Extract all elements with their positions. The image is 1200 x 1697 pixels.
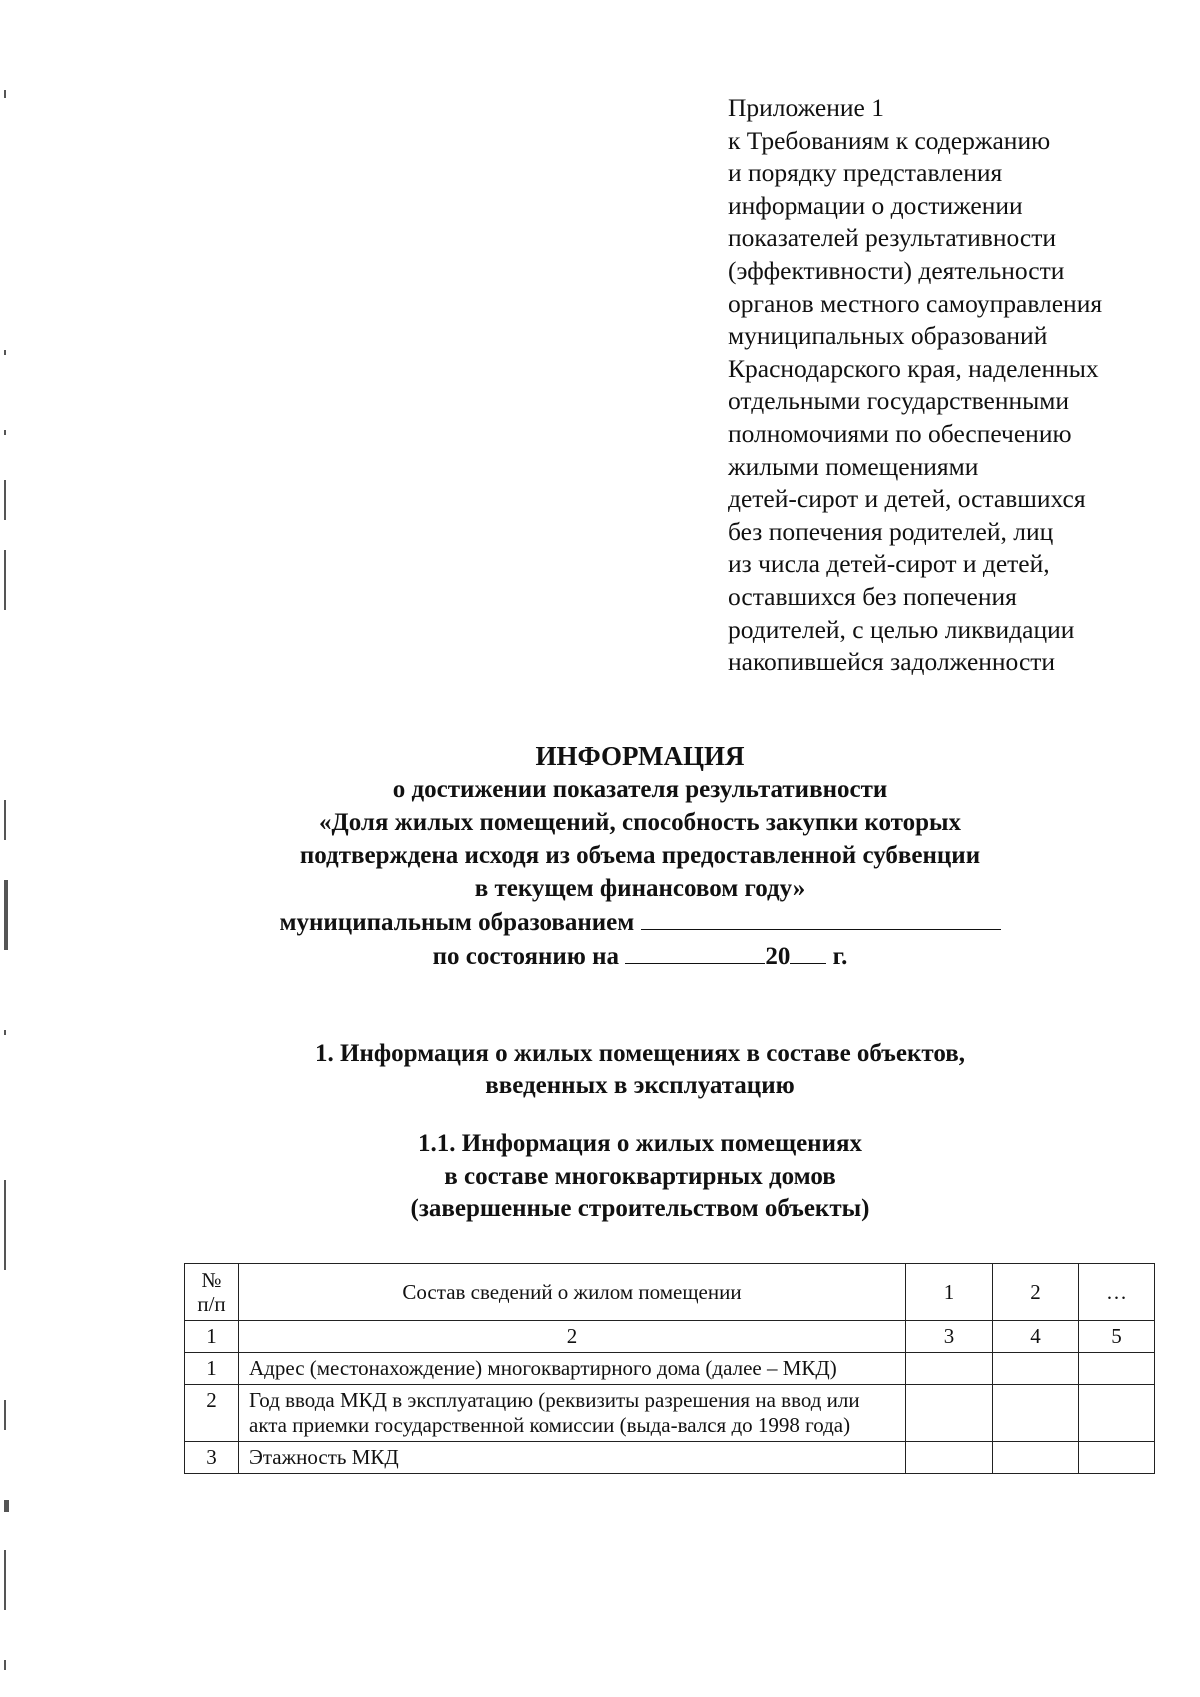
year-prefix: 20 [765,943,791,970]
table-row [185,1353,1155,1385]
numbering-cell: 5 [1079,1321,1155,1353]
appendix-line: и порядку представления [728,158,1003,188]
appendix-line: оставшихся без попечения [728,581,1017,611]
numbering-cell: 2 [239,1321,906,1353]
value-cell [1079,1385,1155,1442]
appendix-line: жилыми помещениями [728,451,979,481]
numbering-cell: 3 [906,1321,993,1353]
value-cell [906,1353,993,1385]
row-text: Этажность МКД [239,1442,906,1474]
appendix-block [728,92,1168,679]
appendix-line: органов местного самоуправления [728,288,1103,318]
title-line: «Доля жилых помещений, способность закупки которых [319,809,961,836]
value-cell [906,1385,993,1442]
municipality-label: муниципальным образованием [279,909,635,936]
appendix-line: детей-сирот и детей, оставшихся [728,484,1086,514]
row-text: Адрес (местонахождение) многоквартирного дома (далее – МКД) [239,1353,906,1385]
table-row [185,1385,1155,1442]
numbering-cell: 1 [185,1321,239,1353]
header-col-2: 2 [993,1264,1079,1321]
header-composition-cell: Состав сведений о жилом помещении [239,1264,906,1321]
appendix-line: (эффективности) деятельности [728,255,1065,285]
appendix-line: к Требованиям к содержанию [728,125,1051,155]
value-cell [1079,1353,1155,1385]
date-blank [625,939,765,964]
title-line: в текущем финансовом году» [474,875,806,902]
section-line: 1. Информация о жилых помещениях в составе объектов, [315,1040,965,1067]
appendix-line: накопившейся задолженности [728,647,1056,677]
date-line [150,939,1130,973]
value-cell [1079,1442,1155,1474]
row-number: 1 [185,1353,239,1385]
title-line: о достижении показателя результативности [392,776,888,803]
value-cell [993,1353,1079,1385]
row-number: 3 [185,1442,239,1474]
row-number: 2 [185,1385,239,1442]
section-1-1-heading [150,1128,1130,1226]
municipality-blank [641,905,1001,930]
housing-info-table [184,1263,1155,1474]
appendix-line: информации о достижении [728,190,1023,220]
appendix-line: Приложение 1 [728,93,884,122]
table-header-row [185,1264,1155,1321]
section-line: (завершенные строительством объекты) [410,1195,870,1222]
year-blank [790,939,826,964]
municipality-line [150,905,1130,939]
section-1-heading [150,1038,1130,1102]
header-number-sign: № [201,1268,222,1292]
table-numbering-row [185,1321,1155,1353]
section-line: введенных в эксплуатацию [485,1072,795,1099]
table-row [185,1442,1155,1474]
value-cell [906,1442,993,1474]
header-col-more: … [1079,1264,1155,1321]
scan-edge-marks [4,80,12,1680]
info-header [150,740,1130,973]
row-text: Год ввода МКД в эксплуатацию (реквизиты разрешения на ввод или акта приемки государственной комиссии (выда-вался до 1998 года) [239,1385,906,1442]
appendix-line: полномочиями по обеспечению [728,418,1072,448]
date-label: по состоянию на [432,943,620,970]
year-suffix: г. [832,943,848,970]
value-cell [993,1385,1079,1442]
appendix-line: из числа детей-сирот и детей, [728,549,1050,579]
title-line: подтверждена исходя из объема предоставленной субвенции [299,842,981,869]
header-col-1: 1 [906,1264,993,1321]
appendix-line: показателей результативности [728,223,1056,253]
appendix-line: без попечения родителей, лиц [728,516,1054,546]
header-number-cell [185,1264,239,1321]
appendix-line: Краснодарского края, наделенных [728,353,1099,383]
section-line: в составе многоквартирных домов [444,1162,836,1190]
appendix-line: отдельными государственными [728,386,1070,416]
document-title: ИНФОРМАЦИЯ [535,741,745,771]
numbering-cell: 4 [993,1321,1079,1353]
section-line: 1.1. Информация о жилых помещениях [417,1130,863,1157]
header-number-abbr: п/п [197,1292,226,1316]
value-cell [993,1442,1079,1474]
appendix-line: муниципальных образований [728,321,1048,351]
appendix-line: родителей, с целью ликвидации [728,614,1075,644]
